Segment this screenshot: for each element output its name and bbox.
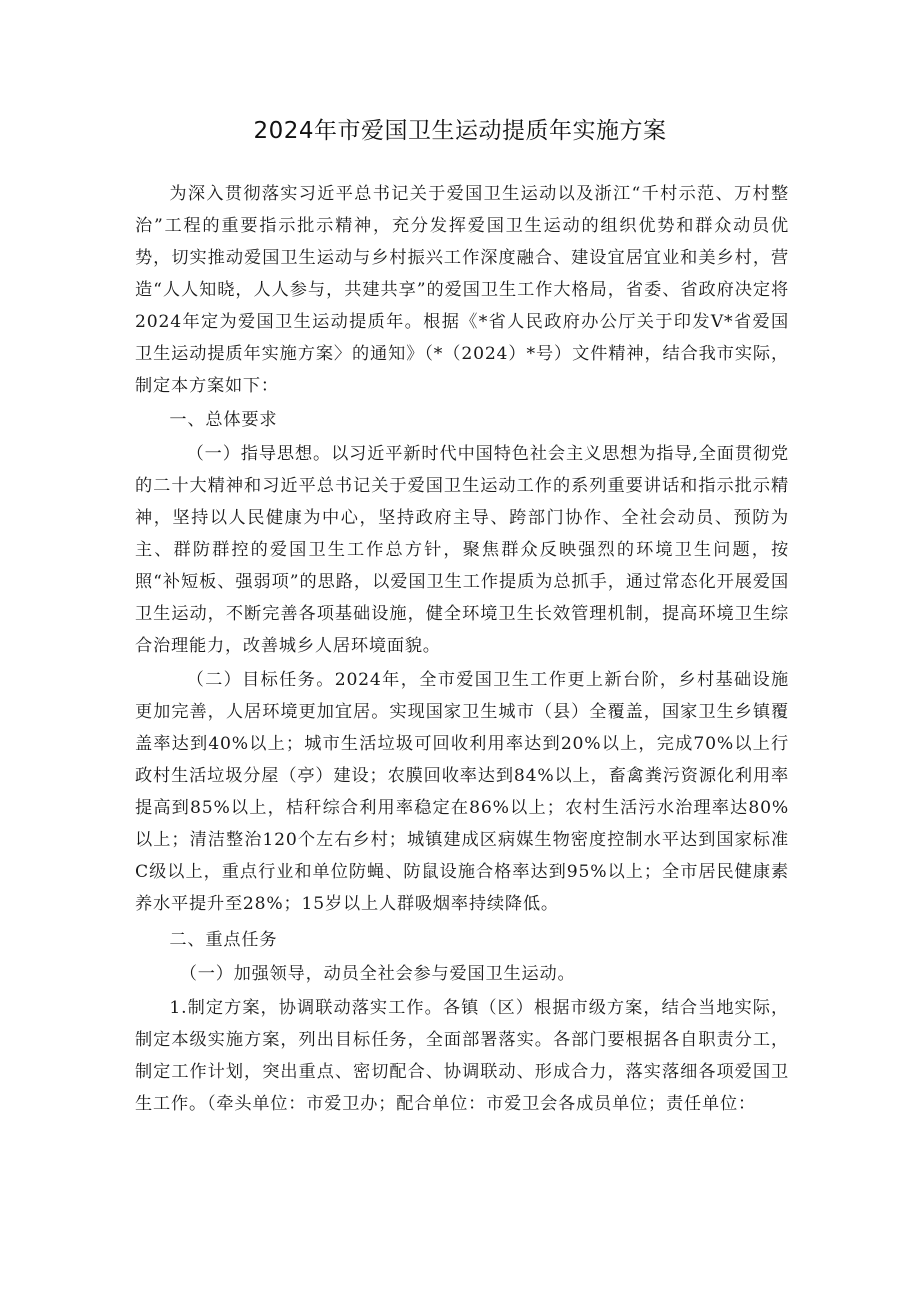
document-body [135, 178, 789, 1120]
document-title: 2024年市爱国卫生运动提质年实施方案 [253, 118, 667, 144]
target-tasks-paragraph: （二）目标任务。2024年，全市爱国卫生工作更上新台阶，乡村基础设施更加完善，人居环境更加宜居。实现国家卫生城市（县）全覆盖，国家卫生乡镇覆盖率达到40%以上；城市生活垃圾可回收利用率达到20%以上，完成70%以上行政村生活垃圾分屋（亭）建设；农膜回收率达到84%以上，畜禽粪污资源化利用率提高到85%以上，桔秆综合利用率稳定在86%以上；农村生活污水治理率达80%以上；清洁整治120个左右乡村；城镇建成区病媒生物密度控制水平达到国家标准C级以上，重点行业和单位防蝇、防鼠设施合格率达到95%以上；全市居民健康素养水平提升至28%；15岁以上人群吸烟率持续降低。 [135, 670, 789, 914]
section-heading-key-tasks: 二、重点任务 [169, 930, 278, 950]
key-task-item-1-paragraph: 1.制定方案，协调联动落实工作。各镇（区）根据市级方案，结合当地实际，制定本级实施方案，列出目标任务，全面部署落实。各部门要根据各自职责分工，制定工作计划，突出重点、密切配合、协调联动、形成合力，落实落细各项爱国卫生工作。（牵头单位：市爱卫办；配合单位：市爱卫会各成员单位；责任单位： [135, 998, 789, 1114]
guiding-ideology-paragraph: （一）指导思想。以习近平新时代中国特色社会主义思想为指导,全面贯彻党的二十大精神和习近平总书记关于爱国卫生运动工作的系列重要讲话和指示批示精神，坚持以人民健康为中心，坚持政府主导、跨部门协作、全社会动员、预防为主、群防群控的爱国卫生工作总方针，聚焦群众反映强烈的环境卫生问题，按照“补短板、强弱项”的思路，以爱国卫生工作提质为总抓手，通过常态化开展爱国卫生运动，不断完善各项基础设施，健全环境卫生长效管理机制，提高环境卫生综合治理能力，改善城乡人居环境面貌。 [135, 444, 789, 656]
key-task-subheading-1: （一）加强领导，动员全社会参与爱国卫生运动。 [179, 964, 576, 984]
section-heading-general-requirements: 一、总体要求 [169, 410, 278, 430]
intro-paragraph: 为深入贯彻落实习近平总书记关于爱国卫生运动以及浙江“千村示范、万村整治”工程的重要指示批示精神，充分发挥爱国卫生运动的组织优势和群众动员优势，切实推动爱国卫生运动与乡村振兴工作深度融合、建设宜居宜业和美乡村，营造“人人知晓，人人参与，共建共享”的爱国卫生工作大格局，省委、省政府决定将2024年定为爱国卫生运动提质年。根据《*省人民政府办公厅关于印发V*省爱国卫生运动提质年实施方案〉的通知》（*（2024）*号）文件精神，结合我市实际，制定本方案如下： [135, 184, 789, 396]
